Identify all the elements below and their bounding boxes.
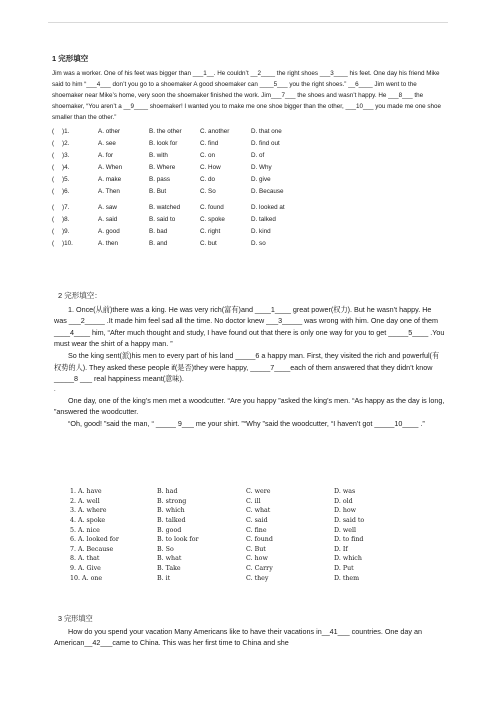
option-c: C. spoke — [200, 216, 225, 223]
option-a: A. said — [98, 216, 118, 223]
choice-c: C. fine — [246, 526, 267, 534]
option-a: A. make — [98, 176, 122, 183]
answer-row — [70, 487, 364, 497]
option-d: D. of — [251, 152, 265, 159]
option-c: C. do — [200, 176, 216, 183]
choice-b: B. what — [157, 555, 182, 563]
choice-b: B. So — [157, 545, 174, 553]
section-2-answer-table — [70, 487, 364, 583]
option-a: A. other — [98, 128, 121, 135]
section-2-paragraph-4: “Oh, good! ”said the man, “ _____ 9___ me your shirt. ”“Why ”said the woodcutter, “I haven’t got _____10____ .” — [68, 418, 425, 428]
section-2-paragraph-3: One day, one of the king’s men met a woodcutter. “Are you happy ”asked the king’s men. “As happy as the day is long, ”answered the woodcutter. — [54, 395, 445, 417]
choice-a: 6. A. looked for — [70, 536, 119, 544]
choice-a: 4. A. spoke — [70, 517, 106, 525]
option-c: C. on — [200, 152, 216, 159]
choice-a: 2. A. well — [70, 497, 100, 505]
option-a: A. for — [98, 152, 114, 159]
section-2-paragraph-2: So the king sent(派)his men to every part of his land _____6 a happy man. First, they visited the rich and powerful(有权势的人). They asked these people if(是否)they were happy, _____7____each of them answered that they didn’t know _____8 ___ real happiness meant(意味). — [54, 350, 440, 384]
option-c: C. another — [200, 128, 230, 135]
choice-a: 3. A. where — [70, 507, 107, 515]
choice-a: 5. A. nice — [70, 526, 100, 534]
answer-bracket: ( — [52, 140, 55, 147]
option-d: D. give — [251, 176, 271, 183]
question-option-row — [52, 186, 448, 198]
answer-row — [70, 516, 364, 526]
choice-b: B. strong — [157, 497, 187, 505]
question-number: )1. — [62, 128, 70, 135]
option-d: D. find out — [251, 140, 280, 147]
section-3-paragraph-1: How do you spend your vacation Many Americans like to have their vacations in__41___ countries. One day an American__42___came to China. This was her first time to China and she — [54, 626, 422, 648]
choice-b: B. good — [157, 526, 182, 534]
answer-bracket: ( — [52, 164, 55, 171]
choice-a: 10. A. one — [70, 574, 103, 582]
choice-c: C. they — [246, 574, 269, 582]
answer-row — [70, 564, 364, 574]
question-number: )3. — [62, 152, 70, 159]
answer-row — [70, 545, 364, 555]
question-option-row — [52, 162, 448, 174]
choice-a: 1. A. have — [70, 488, 102, 496]
answer-bracket: ( — [52, 216, 55, 223]
option-c: C. right — [200, 228, 221, 235]
choice-a: 9. A. Give — [70, 565, 101, 573]
question-number: )9. — [62, 228, 70, 235]
answer-row — [70, 497, 364, 507]
answer-row — [70, 525, 364, 535]
section-2-cloze — [54, 290, 446, 430]
choice-c: C. found — [246, 536, 273, 544]
answer-bracket: ( — [52, 128, 55, 135]
answer-bracket: ( — [52, 176, 55, 183]
option-a: A. then — [98, 240, 118, 247]
option-c: C. How — [200, 164, 221, 171]
choice-d: D. to find — [334, 536, 364, 544]
section-1-title: 1 完形填空 — [52, 54, 89, 63]
choice-c: C. said — [246, 517, 268, 525]
answer-bracket: ( — [52, 228, 55, 235]
choice-c: C. how — [246, 555, 268, 563]
option-c: C. found — [200, 204, 224, 211]
choice-d: D. them — [334, 574, 360, 582]
option-c: C. find — [200, 140, 219, 147]
question-number: )4. — [62, 164, 70, 171]
question-option-row — [52, 238, 448, 250]
choice-b: B. had — [157, 488, 178, 496]
question-number: )8. — [62, 216, 70, 223]
question-number: )6. — [62, 188, 70, 195]
choice-d: D. well — [334, 526, 356, 534]
section-1-options-list — [52, 126, 448, 250]
question-number: )2. — [62, 140, 70, 147]
choice-b: B. which — [157, 507, 185, 515]
option-d: D. Because — [251, 188, 284, 195]
option-d: D. talked — [251, 216, 276, 223]
option-d: D. that one — [251, 128, 282, 135]
option-b: B. watched — [149, 204, 181, 211]
choice-c: C. what — [246, 507, 271, 515]
choice-c: C. But — [246, 545, 266, 553]
choice-c: C. ill — [246, 497, 261, 505]
option-d: D. so — [251, 240, 266, 247]
section-3-cloze — [54, 613, 446, 649]
section-1-cloze — [52, 53, 448, 250]
question-option-row — [52, 138, 448, 150]
section-2-paragraph-1: 1. Once(从前)there was a king. He was very rich(富有)and ____1____ great power(权力). But he wasn’t happy. He was ___2_____ .It made him feel sad all the time. No doctor knew ___3_____ was wrong with him. One day one of them ____4____ him, “After much thought and study, I have found out that there is only one way for you to get _____5____ .You must wear the shirt of a happy man. ” — [54, 304, 445, 349]
option-d: D. looked at — [251, 204, 285, 211]
choice-a: 8. A. that — [70, 555, 100, 563]
question-option-row — [52, 126, 448, 138]
answer-bracket: ( — [52, 204, 55, 211]
question-option-row — [52, 150, 448, 162]
option-b: B. the other — [149, 128, 182, 135]
choice-a: 7. A. Because — [70, 545, 114, 553]
choice-d: D. was — [334, 488, 356, 496]
option-c: C. So — [200, 188, 216, 195]
answer-row — [70, 506, 364, 516]
section-2-title: 2 完形填空： — [58, 291, 102, 300]
option-b: B. But — [149, 188, 167, 195]
option-b: B. Where — [149, 164, 176, 171]
option-a: A. good — [98, 228, 120, 235]
answer-row — [70, 554, 364, 564]
question-option-row — [52, 214, 448, 226]
option-a: A. saw — [98, 204, 117, 211]
answer-bracket: ( — [52, 152, 55, 159]
option-d: D. Why — [251, 164, 272, 171]
choice-b: B. to look for — [157, 536, 199, 544]
choice-c: C. Carry — [246, 565, 273, 573]
question-option-row — [52, 174, 448, 186]
choice-d: D. which — [334, 555, 362, 563]
option-d: D. kind — [251, 228, 271, 235]
choice-d: D. Put — [334, 565, 354, 573]
answer-bracket: ( — [52, 188, 55, 195]
question-number: )7. — [62, 204, 70, 211]
answer-bracket: ( — [52, 240, 55, 247]
choice-d: D. old — [334, 497, 353, 505]
header-rule — [48, 22, 448, 23]
option-a: A. When — [98, 164, 123, 171]
question-number: )5. — [62, 176, 70, 183]
option-b: B. with — [149, 152, 168, 159]
option-b: B. bad — [149, 228, 168, 235]
choice-c: C. were — [246, 488, 271, 496]
choice-d: D. how — [334, 507, 357, 515]
question-option-row — [52, 226, 448, 238]
option-a: A. see — [98, 140, 116, 147]
choice-d: D. If — [334, 545, 348, 553]
question-option-row — [52, 202, 448, 214]
option-a: A. Then — [98, 188, 120, 195]
section-2-separator: . — [54, 386, 56, 393]
option-b: B. and — [149, 240, 168, 247]
question-number: )10. — [62, 240, 73, 247]
choice-b: B. talked — [157, 517, 186, 525]
choice-b: B. it — [157, 574, 171, 582]
option-b: B. look for — [149, 140, 178, 147]
option-c: C. but — [200, 240, 217, 247]
section-3-title: 3 完形填空 — [58, 614, 93, 623]
option-b: B. pass — [149, 176, 170, 183]
answer-row — [70, 535, 364, 545]
choice-d: D. said to — [334, 517, 365, 525]
section-1-passage: Jim was a worker. One of his feet was bigger than ___1__. He couldn’t __2____ the right shoes ___3____ his feet. One day his friend Mike said to him “___4___ don’t you go to a shoemaker A good shoemaker can ____5___ you the right shoes.” __6____ Jim went to the shoemaker near Mike’s home, very soon the shoemaker finished the work. Jim___7___ the shoes and wasn’t happy. He ___8___ the shoemaker, “You aren’t a __9____ shoemaker! I wanted you to make me one shoe bigger than the other, ___10___ you made me one shoe smaller than the other.” — [52, 70, 442, 121]
choice-b: B. Take — [157, 565, 181, 573]
answer-row — [70, 573, 364, 583]
option-b: B. said to — [149, 216, 176, 223]
